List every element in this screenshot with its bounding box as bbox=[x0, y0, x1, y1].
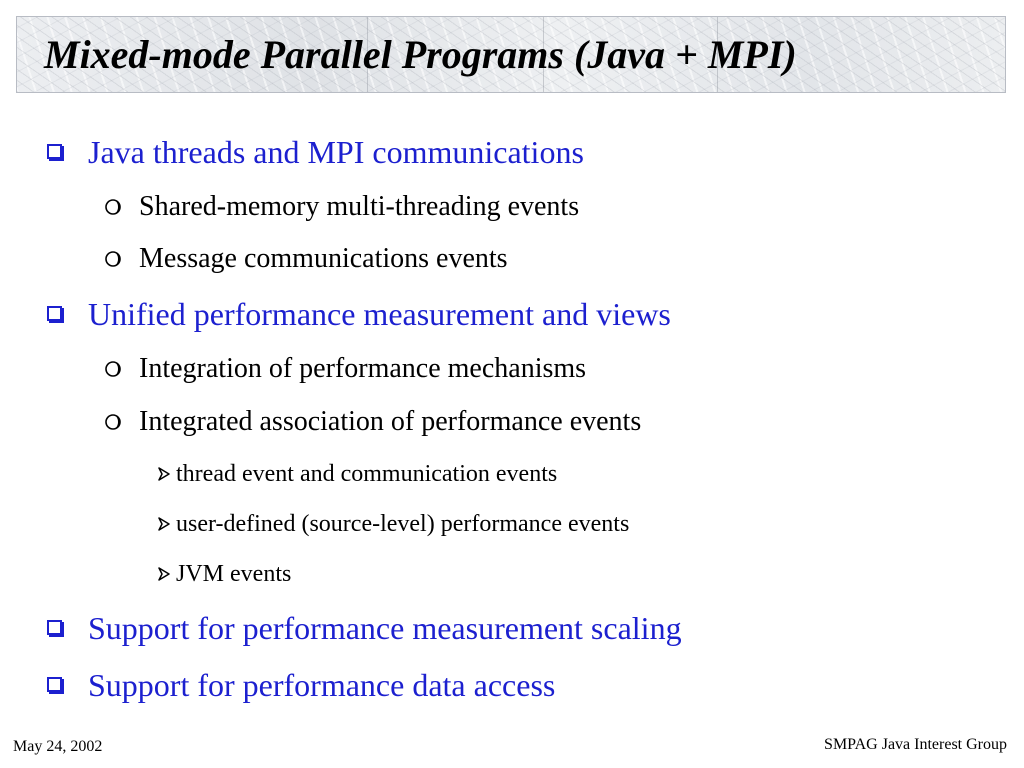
bullet-level1: Support for performance data access bbox=[88, 667, 556, 703]
bullet-level2: Integrated association of performance events bbox=[139, 406, 642, 437]
hollow-square-bullet-icon bbox=[47, 306, 62, 321]
right-arrowhead-bullet-icon bbox=[158, 467, 170, 481]
title-banner bbox=[16, 16, 1006, 93]
crescent-circle-bullet-icon bbox=[104, 198, 122, 216]
footer-date: May 24, 2002 bbox=[13, 738, 103, 755]
bullet-level2: Integration of performance mechanisms bbox=[139, 353, 587, 384]
hollow-square-bullet-icon bbox=[47, 144, 62, 159]
hollow-square-bullet-icon bbox=[47, 677, 62, 692]
bullet-level1: Java threads and MPI communications bbox=[88, 134, 584, 170]
hollow-square-bullet-icon bbox=[47, 620, 62, 635]
crescent-circle-bullet-icon bbox=[104, 413, 122, 431]
right-arrowhead-bullet-icon bbox=[158, 517, 170, 531]
bullet-level2: Message communications events bbox=[139, 243, 508, 274]
footer-group: SMPAG Java Interest Group bbox=[824, 736, 1007, 753]
bullet-level2: Shared-memory multi-threading events bbox=[139, 191, 580, 222]
bullet-level1: Support for performance measurement scaling bbox=[88, 610, 682, 646]
bullet-level3: thread event and communication events bbox=[176, 461, 558, 487]
crescent-circle-bullet-icon bbox=[104, 360, 122, 378]
crescent-circle-bullet-icon bbox=[104, 250, 122, 268]
bullet-level1: Unified performance measurement and views bbox=[88, 296, 671, 332]
bullet-level3: user-defined (source-level) performance events bbox=[176, 511, 630, 537]
right-arrowhead-bullet-icon bbox=[158, 567, 170, 581]
bullet-level3: JVM events bbox=[176, 561, 292, 587]
slide-title: Mixed-mode Parallel Programs (Java + MPI) bbox=[44, 32, 797, 77]
